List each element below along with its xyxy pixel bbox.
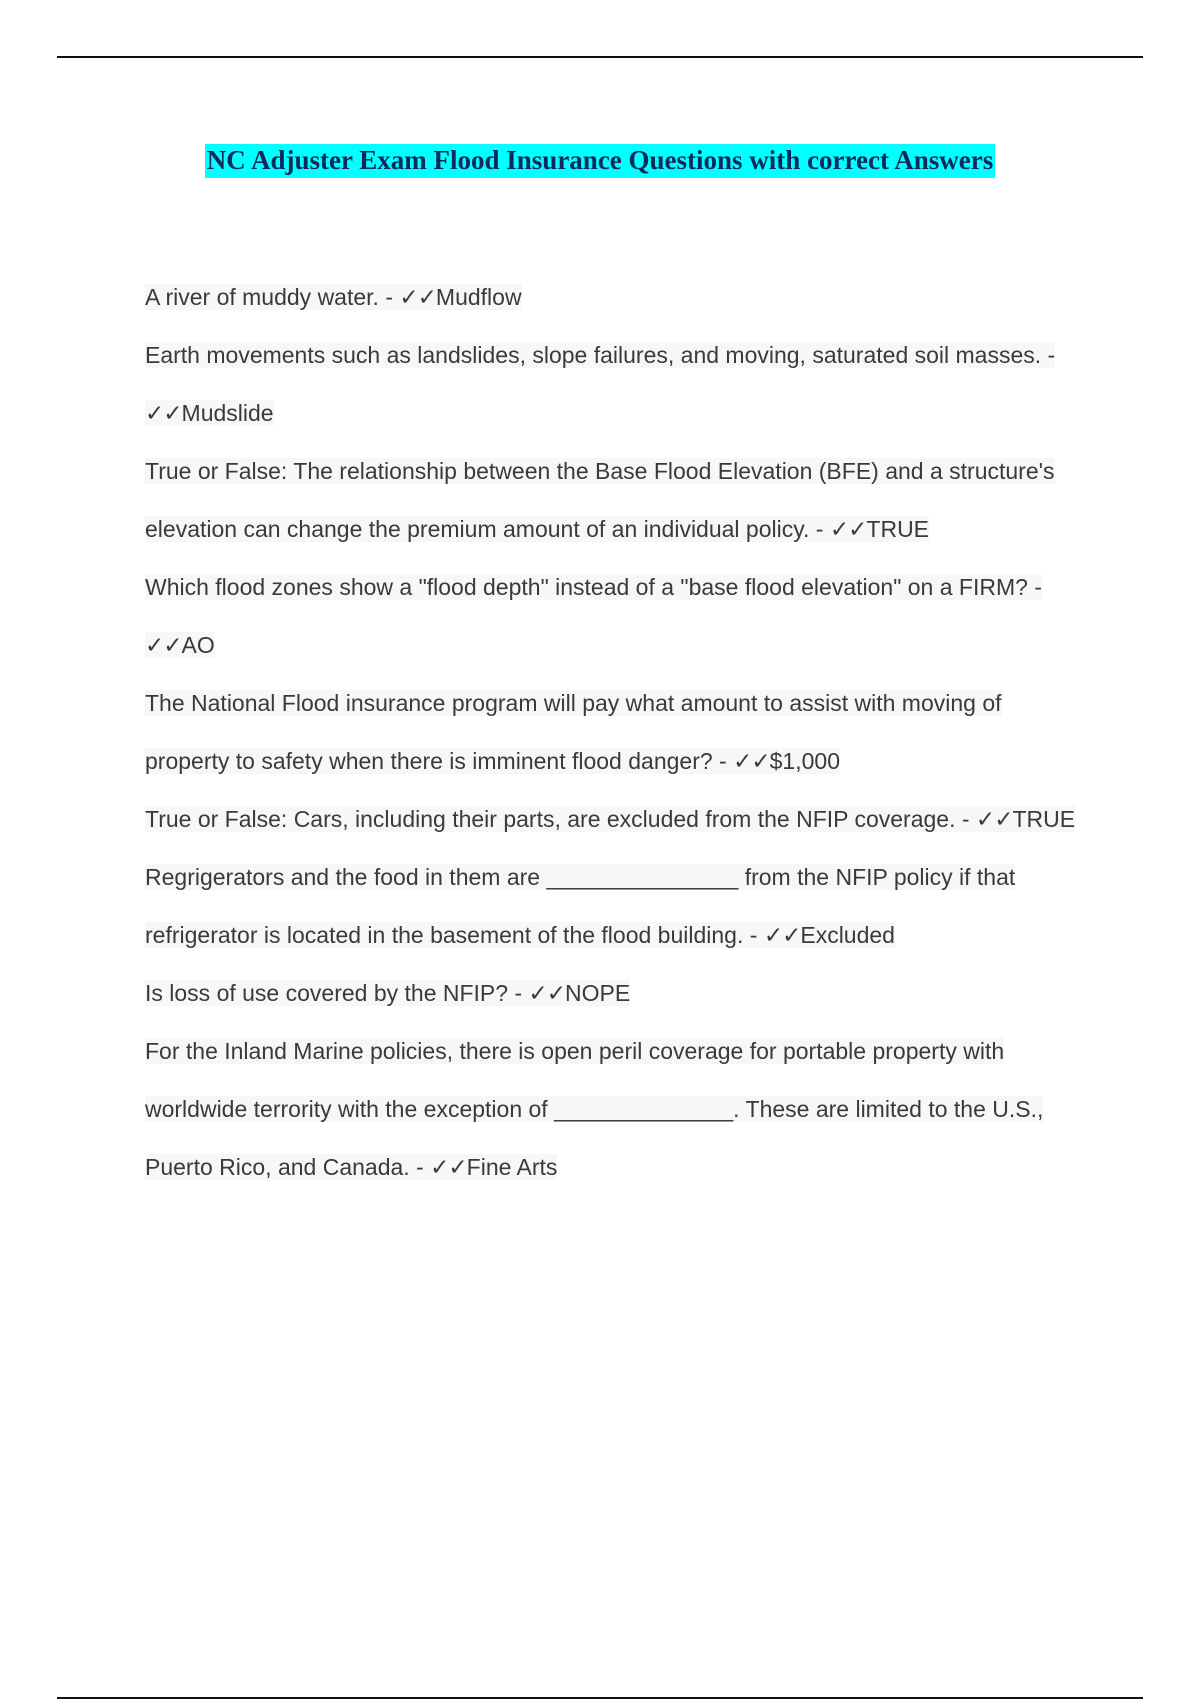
check-icon: ✓✓ [145,400,182,426]
title-container [0,144,1200,178]
answer-text: NOPE [565,980,631,1006]
answer-text: $1,000 [769,748,840,774]
check-icon: ✓✓ [733,748,770,774]
check-icon: ✓✓ [430,1154,467,1180]
document-title: NC Adjuster Exam Flood Insurance Questions with correct Answers [205,144,996,178]
qa-item [145,1022,1090,1196]
check-icon: ✓✓ [399,284,436,310]
qa-item [145,326,1090,442]
answer-text: TRUE [866,516,930,542]
question-text: A river of muddy water. - [145,284,400,310]
bottom-rule [57,1697,1143,1699]
answer-text: Excluded [800,922,895,948]
check-icon: ✓✓ [528,980,566,1006]
question-text: For the Inland Marine policies, there is open peril coverage for portable property with worldwide terrority with the exception of ______________. These are limited to the U.S., Puerto Rico, and Canada. - [145,1038,1044,1180]
question-text: True or False: Cars, including their parts, are excluded from the NFIP coverage. - [145,806,976,832]
question-text: Is loss of use covered by the NFIP? - [145,980,529,1006]
answer-text: Mudslide [181,400,274,426]
answer-text: AO [181,632,215,658]
question-text: Earth movements such as landslides, slope failures, and moving, saturated soil masses. - [145,342,1056,368]
question-text: True or False: The relationship between the Base Flood Elevation (BFE) and a structure's elevation can change the premium amount of an individual policy. - [145,458,1055,542]
qa-list [145,268,1090,1196]
check-icon: ✓✓ [829,516,867,542]
qa-item [145,848,1090,964]
question-text: The National Flood insurance program will pay what amount to assist with moving of property to safety when there is imminent flood danger? - [145,690,1002,774]
qa-item [145,442,1090,558]
question-text: Which flood zones show a "flood depth" instead of a "base flood elevation" on a FIRM? - [145,574,1042,600]
qa-item [145,558,1090,674]
answer-text: Fine Arts [466,1154,558,1180]
check-icon: ✓✓ [145,632,182,658]
qa-item [145,268,1090,326]
answer-text: Mudflow [435,284,522,310]
qa-item [145,964,1090,1022]
check-icon: ✓✓ [975,806,1013,832]
question-text: Regrigerators and the food in them are _______________ from the NFIP policy if that refrigerator is located in the basement of the flood building. - [145,864,1016,948]
check-icon: ✓✓ [763,922,801,948]
top-rule [57,56,1143,58]
qa-item [145,790,1090,848]
qa-item [145,674,1090,790]
answer-text: TRUE [1012,806,1076,832]
